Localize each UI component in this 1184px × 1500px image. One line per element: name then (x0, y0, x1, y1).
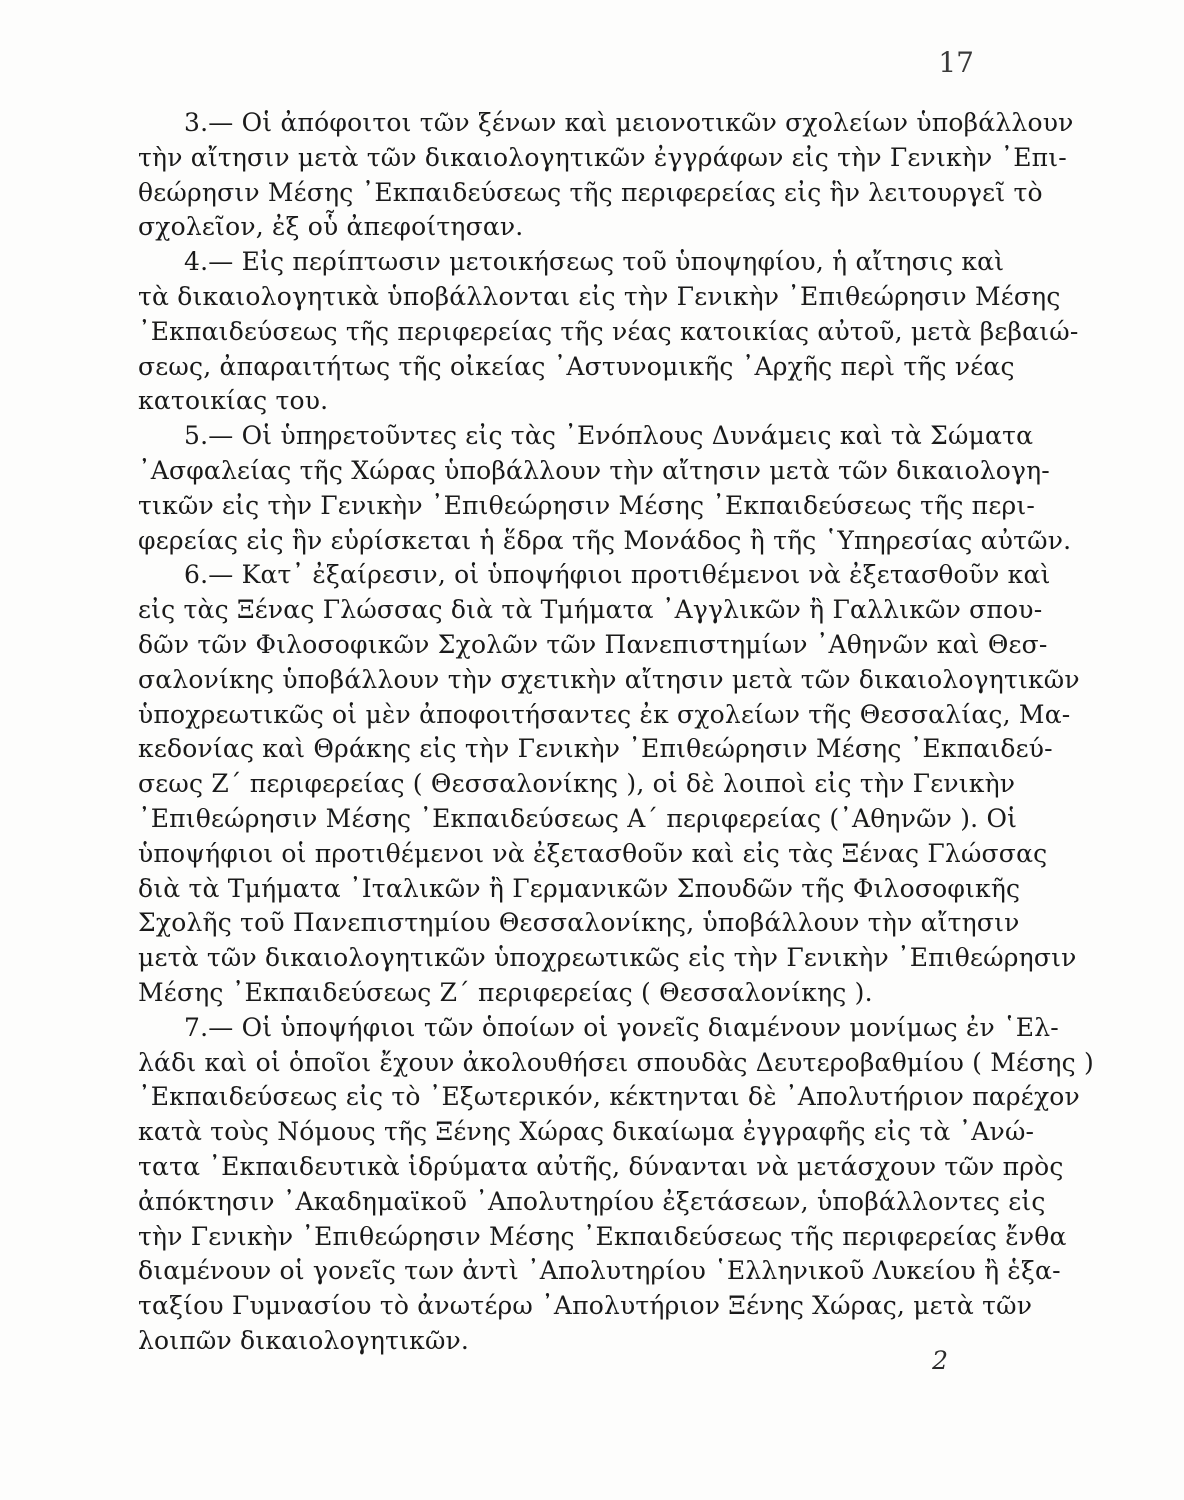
signature-mark: 2 (932, 1346, 948, 1375)
text-line: Σχολῆς τοῦ Πανεπιστημίου Θεσσαλονίκης, ὑποβάλλουν τὴν αἴτησιν (138, 908, 1020, 938)
text-line: τικῶν εἰς τὴν Γενικὴν ᾿Επιθεώρησιν Μέσης ᾿Εκπαιδεύσεως τῆς περι- (138, 490, 1036, 520)
body-text (138, 106, 1094, 1359)
text-line: δῶν τῶν Φιλοσοφικῶν Σχολῶν τῶν Πανεπιστημίων ᾿Αθηνῶν καὶ Θεσ- (138, 629, 1048, 659)
text-line: διὰ τὰ Τμήματα ᾿Ιταλικῶν ἢ Γερμανικῶν Σπουδῶν τῆς Φιλοσοφικῆς (138, 873, 1021, 903)
text-line: 3.— Οἱ ἀπόφοιτοι τῶν ξένων καὶ μειονοτικῶν σχολείων ὑποβάλλουν (184, 108, 1074, 137)
text-line: τὴν Γενικὴν ᾿Επιθεώρησιν Μέσης ᾿Εκπαιδεύσεως τῆς περιφερείας ἔνθα (138, 1221, 1067, 1251)
text-line: διαμένουν οἱ γονεῖς των ἀντὶ ᾿Απολυτηρίου ῾Ελληνικοῦ Λυκείου ἢ ἑξα- (138, 1256, 1061, 1286)
text-line: λάδι καὶ οἱ ὁποῖοι ἔχουν ἀκολουθήσει σπουδὰς Δευτεροβαθμίου ( Μέσης ) (138, 1047, 1094, 1077)
text-line: ταξίου Γυμνασίου τὸ ἀνωτέρω ᾿Απολυτήριον Ξένης Χώρας, μετὰ τῶν (138, 1291, 1033, 1321)
text-line: κατὰ τοὺς Νόμους τῆς Ξένης Χώρας δικαίωμα ἐγγραφῆς εἰς τὰ ᾿Ανώ- (138, 1117, 1035, 1147)
text-line: ᾿Επιθεώρησιν Μέσης ᾿Εκπαιδεύσεως Α΄ περιφερείας (᾿Αθηνῶν ). Οἱ (138, 803, 1018, 833)
text-line: ὑποψήφιοι οἱ προτιθέμενοι νὰ ἐξετασθοῦν καὶ εἰς τὰς Ξένας Γλώσσας (138, 838, 1048, 868)
text-line: σαλονίκης ὑποβάλλουν τὴν σχετικὴν αἴτησιν μετὰ τῶν δικαιολογητικῶν (138, 664, 1080, 694)
text-line: Μέσης ᾿Εκπαιδεύσεως Ζ΄ περιφερείας ( Θεσσαλονίκης ). (138, 977, 873, 1007)
text-line: θεώρησιν Μέσης ᾿Εκπαιδεύσεως τῆς περιφερείας εἰς ἣν λειτουργεῖ τὸ (138, 177, 1043, 207)
text-line: κεδονίας καὶ Θράκης εἰς τὴν Γενικὴν ᾿Επιθεώρησιν Μέσης ᾿Εκπαιδεύ- (138, 734, 1053, 764)
text-line: ὑποχρεωτικῶς οἱ μὲν ἀποφοιτήσαντες ἐκ σχολείων τῆς Θεσσαλίας, Μα- (138, 699, 1071, 729)
text-line: σεως Ζ΄ περιφερείας ( Θεσσαλονίκης ), οἱ δὲ λοιποὶ εἰς τὴν Γενικὴν (138, 769, 1016, 799)
text-line: 6.— Κατ᾿ ἐξαίρεσιν, οἱ ὑποψήφιοι προτιθέμενοι νὰ ἐξετασθοῦν καὶ (184, 560, 1051, 590)
text-line: εἰς τὰς Ξένας Γλώσσας διὰ τὰ Τμήματα ᾿Αγγλικῶν ἢ Γαλλικῶν σπου- (138, 595, 1043, 625)
text-line: κατοικίας του. (138, 386, 329, 416)
text-line: 4.— Εἰς περίπτωσιν μετοικήσεως τοῦ ὑποψηφίου, ἡ αἴτησις καὶ (184, 247, 1005, 277)
text-line: τατα ᾿Εκπαιδευτικὰ ἱδρύματα αὐτῆς, δύνανται νὰ μετάσχουν τῶν πρὸς (138, 1151, 1064, 1181)
text-line: τὴν αἴτησιν μετὰ τῶν δικαιολογητικῶν ἐγγράφων εἰς τὴν Γενικὴν ᾿Επι- (138, 142, 1067, 172)
text-line: ᾿Εκπαιδεύσεως τῆς περιφερείας τῆς νέας κατοικίας αὐτοῦ, μετὰ βεβαιώ- (138, 316, 1079, 346)
page-number: 17 (938, 46, 974, 79)
text-line: μετὰ τῶν δικαιολογητικῶν ὑποχρεωτικῶς εἰς τὴν Γενικὴν ᾿Επιθεώρησιν (138, 943, 1077, 973)
text-line: 5.— Οἱ ὑπηρετοῦντες εἰς τὰς ᾿Ενόπλους Δυνάμεις καὶ τὰ Σώματα (184, 421, 1034, 451)
text-line: λοιπῶν δικαιολογητικῶν. (138, 1325, 470, 1355)
text-line: ᾿Εκπαιδεύσεως εἰς τὸ ᾿Εξωτερικόν, κέκτηνται δὲ ᾿Απολυτήριον παρέχον (138, 1082, 1080, 1112)
text-line: σεως, ἀπαραιτήτως τῆς οἰκείας ᾿Αστυνομικῆς ᾿Αρχῆς περὶ τῆς νέας (138, 351, 1015, 381)
text-line: σχολεῖον, ἐξ οὗ ἀπεφοίτησαν. (138, 212, 524, 242)
text-line: ἀπόκτησιν ᾿Ακαδημαϊκοῦ ᾿Απολυτηρίου ἐξετάσεων, ὑποβάλλοντες εἰς (138, 1186, 1046, 1216)
text-line: 7.— Οἱ ὑποψήφιοι τῶν ὁποίων οἱ γονεῖς διαμένουν μονίμως ἐν ῾Ελ- (184, 1012, 1059, 1042)
text-line: φερείας εἰς ἣν εὑρίσκεται ἡ ἕδρα τῆς Μονάδος ἢ τῆς ῾Υπηρεσίας αὐτῶν. (138, 525, 1072, 555)
text-line: ᾿Ασφαλείας τῆς Χώρας ὑποβάλλουν τὴν αἴτησιν μετὰ τῶν δικαιολογη- (138, 455, 1050, 485)
text-line: τὰ δικαιολογητικὰ ὑποβάλλονται εἰς τὴν Γενικὴν ᾿Επιθεώρησιν Μέσης (138, 281, 1061, 311)
